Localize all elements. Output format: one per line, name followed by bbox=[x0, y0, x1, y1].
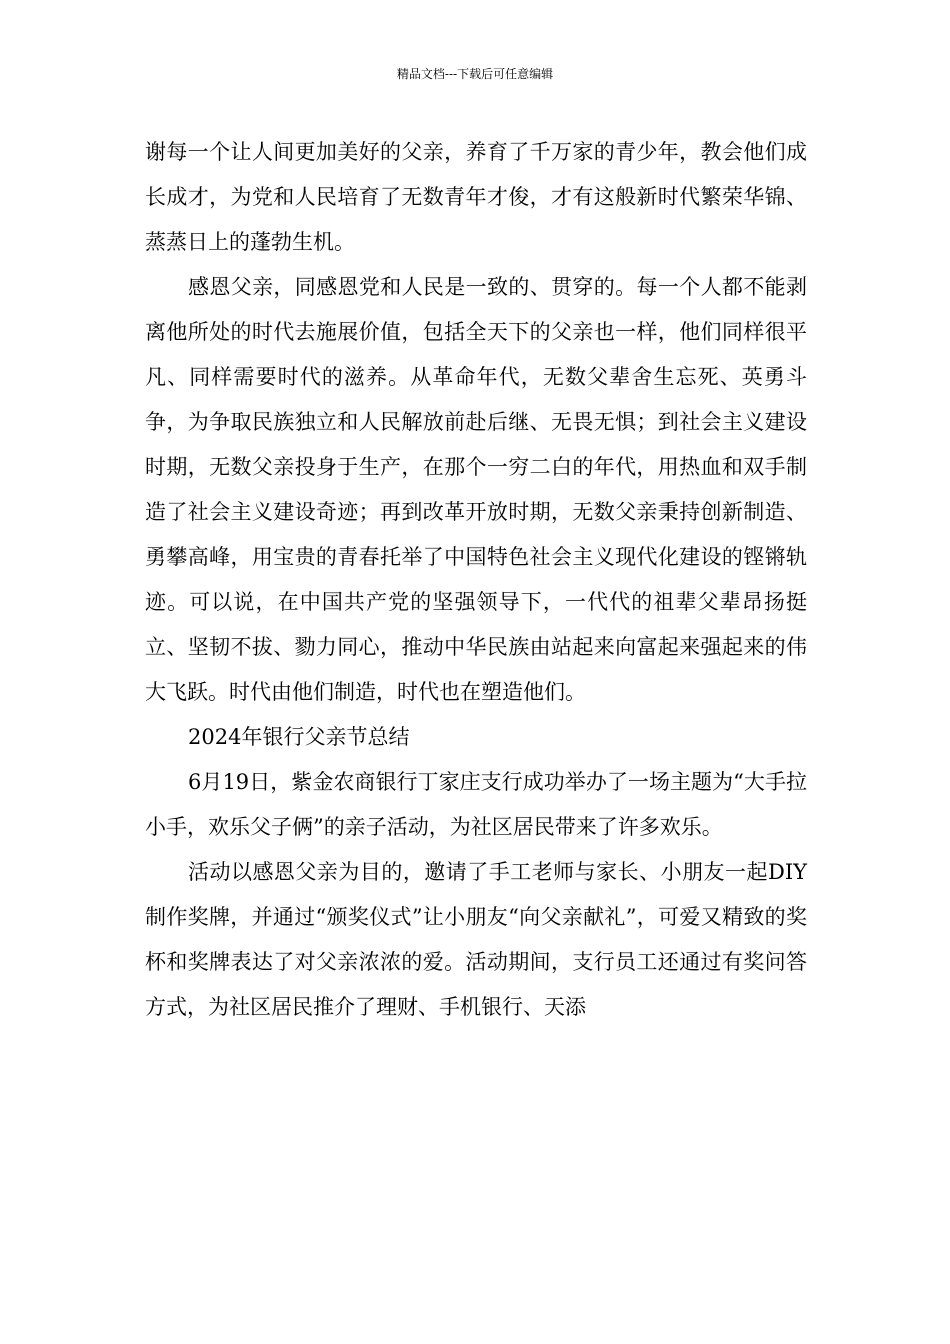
section-title: 2024年银行父亲节总结 bbox=[188, 725, 410, 749]
paragraph-continuation: 谢每一个让人间更加美好的父亲，养育了千万家的青少年，教会他们成长成才，为党和人民培育了无数青年才俊，才有这般新时代繁荣华锦、蒸蒸日上的蓬勃生机。 bbox=[145, 140, 807, 254]
paragraph-gratitude-to-fathers: 感恩父亲，同感恩党和人民是一致的、贯穿的。每一个人都不能剥离他所处的时代去施展价值，包括全天下的父亲也一样，他们同样很平凡、同样需要时代的滋养。从革命年代，无数父辈舍生忘死、英勇斗争，为争取民族独立和人民解放前赴后继、无畏无惧；到社会主义建设时期，无数父亲投身于生产，在那个一穷二白的年代，用热血和双手制造了社会主义建设奇迹；再到改革开放时期，无数父亲秉持创新制造、勇攀高峰，用宝贵的青春托举了中国特色社会主义现代化建设的铿锵轨迹。可以说，在中国共产党的坚强领导下，一代代的祖辈父辈昂扬挺立、坚韧不拔、勠力同心，推动中华民族由站起来向富起来强起来的伟大飞跃。时代由他们制造，时代也在塑造他们。 bbox=[145, 275, 807, 704]
paragraph-event-details: 活动以感恩父亲为目的，邀请了手工老师与家长、小朋友一起DIY制作奖牌，并通过“颁奖仪式”让小朋友“向父亲献礼”，可爱又精致的奖杯和奖牌表达了对父亲浓浓的爱。活动期间，支行员工还通过有奖问答方式，为社区居民推介了理财、手机银行、天添 bbox=[145, 860, 807, 1019]
paragraph-event-intro: 6月19日，紫金农商银行丁家庄支行成功举办了一场主题为“大手拉小手，欢乐父子俩”的亲子活动，为社区居民带来了许多欢乐。 bbox=[145, 770, 807, 839]
document-body bbox=[145, 130, 807, 1030]
page-header: 精品文档---下载后可任意编辑 bbox=[396, 67, 554, 81]
